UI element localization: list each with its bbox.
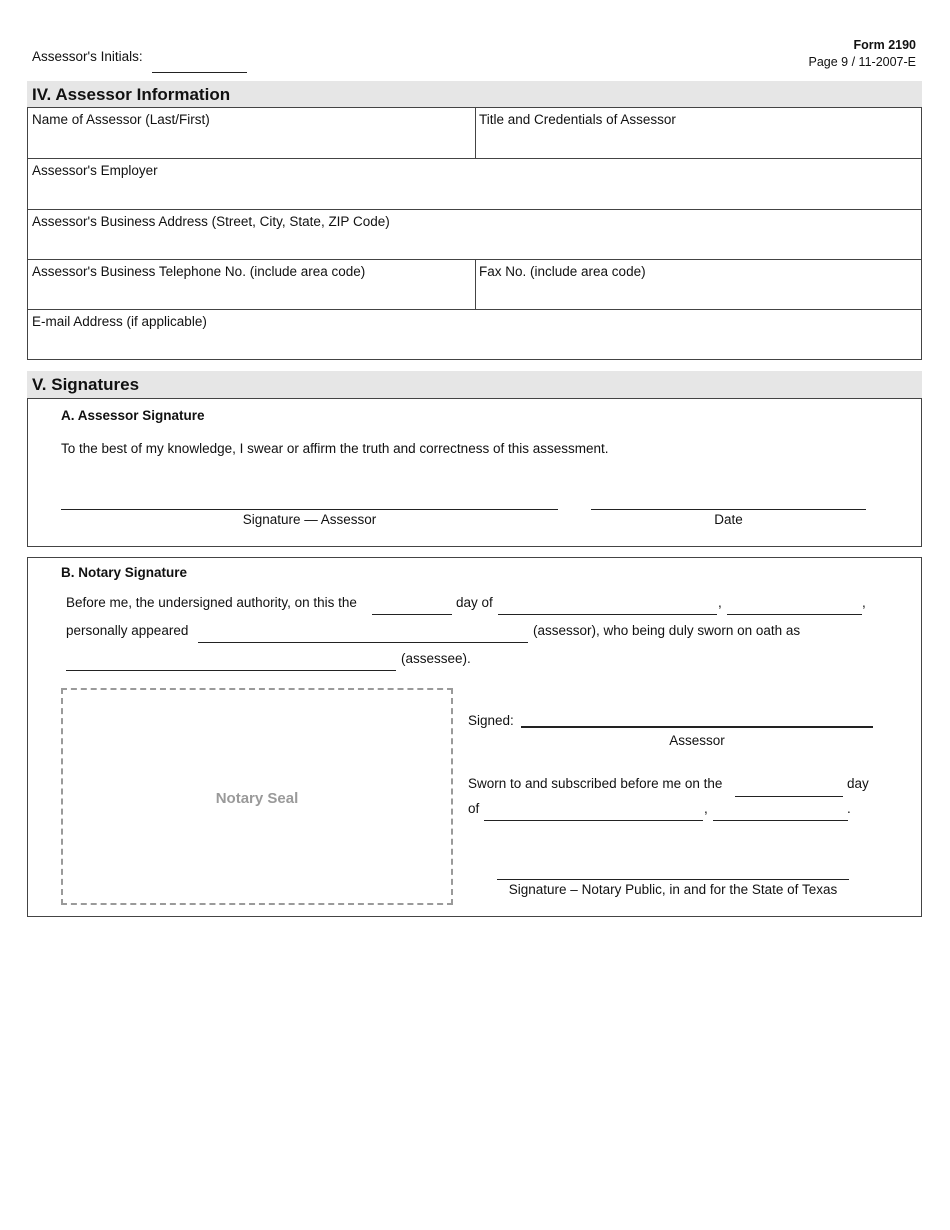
assessor-info-grid (27, 107, 922, 360)
signed-caption: Assessor (669, 733, 725, 748)
year-line[interactable] (727, 614, 862, 615)
day-number-line[interactable] (372, 614, 452, 615)
period: . (847, 801, 851, 816)
section-iv-header (27, 81, 922, 108)
signed-line[interactable] (521, 726, 873, 728)
comma: , (704, 801, 708, 816)
section-v-header (27, 371, 922, 398)
date-caption: Date (714, 512, 743, 527)
name-field-label: Name of Assessor (Last/First) (32, 112, 210, 127)
notary-seal-label: Notary Seal (215, 790, 299, 807)
phone-label: Assessor's Business Telephone No. (include area code) (32, 264, 366, 279)
address-label: Assessor's Business Address (Street, City, State, ZIP Code) (32, 214, 390, 229)
before-me-text: Before me, the undersigned authority, on this the (66, 595, 357, 610)
notary-signature-caption: Signature – Notary Public, in and for the State of Texas (508, 882, 838, 897)
title-credentials-label: Title and Credentials of Assessor (479, 112, 676, 127)
fax-label: Fax No. (include area code) (479, 264, 646, 279)
affirmation-statement: To the best of my knowledge, I swear or affirm the truth and correctness of this assessment. (61, 441, 609, 456)
signed-label: Signed: (468, 713, 514, 728)
comma: , (862, 595, 866, 610)
assessor-signature-caption: Signature — Assessor (242, 512, 377, 527)
employer-label: Assessor's Employer (32, 163, 158, 178)
notary-signature-heading: B. Notary Signature (61, 565, 188, 580)
sworn-text: Sworn to and subscribed before me on the (468, 776, 723, 791)
sworn-day-line[interactable] (735, 796, 843, 797)
personally-appeared-text: personally appeared (66, 623, 189, 638)
section-iv-title: IV. Assessor Information (32, 85, 231, 104)
email-field[interactable] (28, 310, 921, 359)
address-field[interactable] (28, 210, 921, 260)
form-number: Form 2190 (853, 38, 916, 52)
assessor-signature-heading: A. Assessor Signature (61, 408, 205, 423)
comma: , (718, 595, 722, 610)
assessor-signature-line[interactable] (61, 509, 558, 510)
title-credentials-field[interactable] (475, 108, 921, 159)
assessee-text: (assessee). (401, 651, 471, 666)
section-v-title: V. Signatures (32, 375, 140, 394)
name-field[interactable] (28, 108, 475, 159)
sworn-of-text: of (468, 801, 480, 816)
assessee-name-line[interactable] (66, 670, 396, 671)
month-line[interactable] (498, 614, 717, 615)
assessor-name-line[interactable] (198, 642, 528, 643)
sworn-year-line[interactable] (713, 820, 848, 821)
employer-field[interactable] (28, 159, 921, 210)
day-of-text: day of (456, 595, 493, 610)
page-info: Page 9 / 11-2007-E (808, 55, 916, 69)
fax-field[interactable] (475, 260, 921, 310)
initials-label: Assessor's Initials: (32, 49, 143, 64)
sworn-on-oath-text: (assessor), who being duly sworn on oath as (533, 623, 801, 638)
email-label: E-mail Address (if applicable) (32, 314, 207, 329)
date-line[interactable] (591, 509, 866, 510)
notary-seal-area (61, 688, 453, 905)
sworn-day-text: day (847, 776, 869, 791)
notary-signature-line[interactable] (497, 879, 849, 880)
initials-input-line[interactable] (152, 72, 247, 73)
phone-field[interactable] (28, 260, 475, 310)
sworn-month-line[interactable] (484, 820, 703, 821)
